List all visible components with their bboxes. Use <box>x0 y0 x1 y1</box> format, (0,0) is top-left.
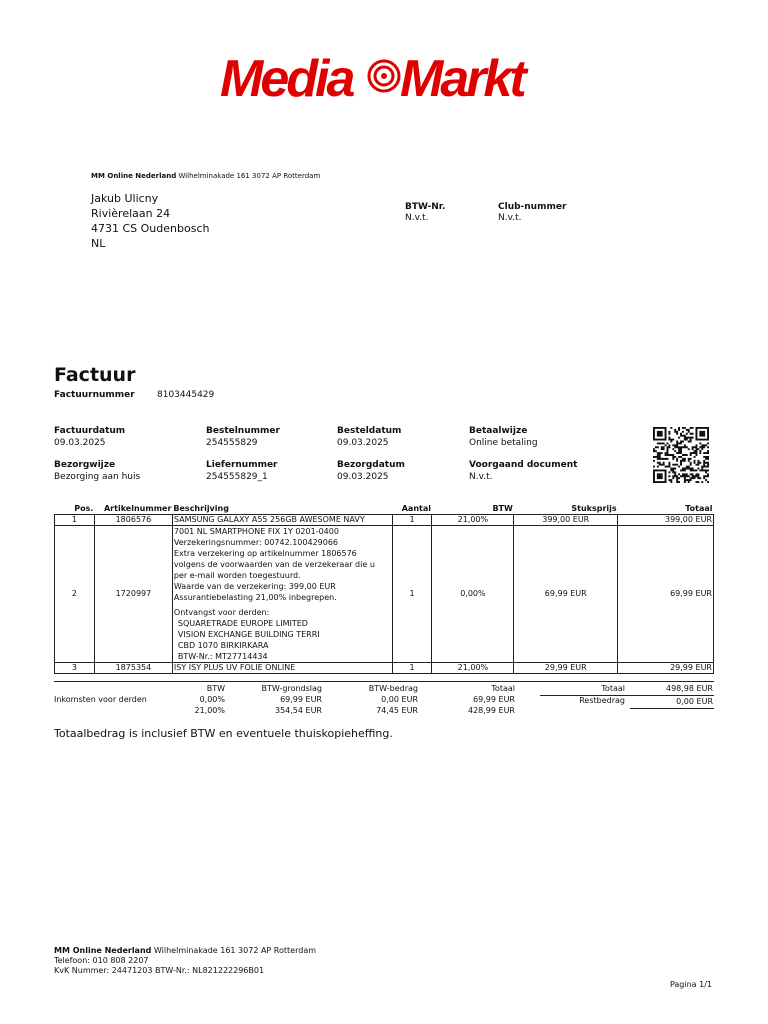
logo-wheel-icon <box>369 61 399 91</box>
invoice-number-value: 8103445429 <box>157 390 215 400</box>
row-unit-price: 29,99 EUR <box>514 663 618 674</box>
desc-line: VISION EXCHANGE BUILDING TERRI <box>177 630 320 639</box>
row-vat: 21,00% <box>432 663 514 674</box>
row-description <box>172 526 392 663</box>
footer-registry: KvK Nummer: 24471203 BTW-Nr.: NL821222296B01 <box>54 966 265 975</box>
invoice-date-value: 09.03.2025 <box>54 438 106 448</box>
row-quantity: 1 <box>392 526 432 663</box>
footer-company: MM Online Nederland <box>54 946 152 955</box>
recipient-country: NL <box>91 237 106 250</box>
footer <box>54 946 316 976</box>
row-quantity: 1 <box>392 663 432 674</box>
vat-header-rate: BTW <box>206 684 225 693</box>
desc-line: SQUARETRADE EUROPE LIMITED <box>177 619 308 628</box>
vat-row-base: 69,99 EUR <box>280 695 322 704</box>
footer-address: Wilhelminakade 161 3072 AP Rotterdam <box>153 946 317 955</box>
order-number-value: 254555829 <box>206 438 258 448</box>
vat-row-total: 428,99 EUR <box>467 706 515 715</box>
desc-line: volgens de voorwaarden van de verzekeraar die u <box>173 560 375 569</box>
row-total: 399,00 EUR <box>618 515 714 526</box>
qr-code-icon <box>652 427 710 483</box>
desc-line: Assurantiebelasting 21,00% inbegrepen. <box>173 593 337 602</box>
desc-line: Waarde van de verzekering: 399,00 EUR <box>173 582 336 591</box>
previous-document-value: N.v.t. <box>469 472 493 482</box>
vat-row-rate: 0,00% <box>199 695 225 704</box>
row-article: 1806576 <box>94 515 172 526</box>
footer-phone: Telefoon: 010 808 2207 <box>54 956 149 965</box>
desc-line: Extra verzekering op artikelnummer 1806576 <box>173 549 357 558</box>
payment-method-label: Betaalwijze <box>469 426 528 436</box>
desc-line: 7001 NL SMARTPHONE FIX 1Y 0201-0400 <box>173 527 339 536</box>
invoice-number-label: Factuurnummer <box>54 390 135 400</box>
header-description: Beschrijving <box>172 503 392 515</box>
order-date-value: 09.03.2025 <box>337 438 389 448</box>
desc-line: Verzekeringsnummer: 00742.100429066 <box>173 538 339 547</box>
delivery-date-value: 09.03.2025 <box>337 472 389 482</box>
sender-company: MM Online Nederland <box>91 172 177 180</box>
order-number-label: Bestelnummer <box>206 426 280 436</box>
invoice-date-label: Factuurdatum <box>54 426 126 436</box>
row-total: 69,99 EUR <box>618 526 714 663</box>
recipient-street: Rivièrelaan 24 <box>91 207 171 220</box>
media-markt-logo <box>220 52 548 104</box>
delivery-method-label: Bezorgwijze <box>54 460 116 470</box>
delivery-number-label: Liefernummer <box>206 460 278 470</box>
sender-line <box>91 172 320 180</box>
row-total: 29,99 EUR <box>618 663 714 674</box>
delivery-number-value: 254555829_1 <box>206 472 268 482</box>
header-vat: BTW <box>432 503 514 515</box>
row-vat: 0,00% <box>432 526 514 663</box>
total-note: Totaalbedrag is inclusief BTW en eventuele thuiskopieheffing. <box>54 727 393 740</box>
svg-text:Media: Media <box>220 52 353 104</box>
header-unit-price: Stuksprijs <box>514 503 618 515</box>
page-number: Pagina 1/1 <box>669 980 712 989</box>
vat-row-amount: 0,00 EUR <box>381 695 418 704</box>
recipient-city: 4731 CS Oudenbosch <box>91 222 210 235</box>
desc-line: BTW-Nr.: MT27714434 <box>177 652 268 661</box>
vat-number-value: N.v.t. <box>405 213 429 223</box>
vat-header-base: BTW-grondslag <box>261 684 322 693</box>
vat-header-amount: BTW-bedrag <box>368 684 418 693</box>
vat-row-rate: 21,00% <box>194 706 225 715</box>
vat-row-total: 69,99 EUR <box>473 695 515 704</box>
desc-line: CBD 1070 BIRKIRKARA <box>177 641 269 650</box>
vat-header-total: Totaal <box>491 684 515 693</box>
recipient-address <box>91 191 209 251</box>
recipient-name: Jakub Ulicny <box>91 192 159 205</box>
row-article: 1720997 <box>94 526 172 663</box>
club-number-value: N.v.t. <box>498 213 522 223</box>
row-quantity: 1 <box>392 515 432 526</box>
previous-document-label: Voorgaand document <box>469 460 578 470</box>
header-quantity: Aantal <box>392 503 432 515</box>
vat-number-label: BTW-Nr. <box>405 202 446 212</box>
total-label: Totaal <box>601 684 625 693</box>
row-unit-price: 69,99 EUR <box>514 526 618 663</box>
table-row <box>55 515 714 526</box>
desc-line: Ontvangst voor derden: <box>173 608 270 617</box>
items-table <box>54 503 714 674</box>
row-pos: 3 <box>55 663 95 674</box>
items-table-header <box>55 503 714 515</box>
row-unit-price: 399,00 EUR <box>514 515 618 526</box>
row-description: ISY ISY PLUS UV FOLIE ONLINE <box>172 663 392 674</box>
payment-method-value: Online betaling <box>469 438 538 448</box>
remaining-underline <box>630 708 714 709</box>
third-party-income-label: Inkomsten voor derden <box>54 695 147 704</box>
remaining-label: Restbedrag <box>579 696 625 705</box>
club-number-label: Club-nummer <box>498 202 567 212</box>
header-total: Totaal <box>618 503 714 515</box>
row-vat: 21,00% <box>432 515 514 526</box>
table-row <box>55 526 714 663</box>
delivery-date-label: Bezorgdatum <box>337 460 405 470</box>
invoice-title: Factuur <box>54 364 136 386</box>
header-pos: Pos. <box>55 503 95 515</box>
row-pos: 2 <box>55 526 95 663</box>
summary-divider <box>54 681 714 682</box>
vat-row-base: 354,54 EUR <box>274 706 322 715</box>
sender-address: Wilhelminakade 161 3072 AP Rotterdam <box>178 172 321 180</box>
row-description: SAMSUNG GALAXY A55 256GB AWESOME NAVY <box>172 515 392 526</box>
row-pos: 1 <box>55 515 95 526</box>
svg-text:Markt: Markt <box>400 52 524 104</box>
remaining-value: 0,00 EUR <box>676 697 713 706</box>
order-date-label: Besteldatum <box>337 426 402 436</box>
table-row <box>55 663 714 674</box>
total-value: 498,98 EUR <box>665 684 713 693</box>
delivery-method-value: Bezorging aan huis <box>54 472 141 482</box>
vat-row-amount: 74,45 EUR <box>376 706 418 715</box>
desc-line: per e-mail worden toegestuurd. <box>173 571 301 580</box>
row-article: 1875354 <box>94 663 172 674</box>
header-article: Artikelnummer <box>94 503 172 515</box>
